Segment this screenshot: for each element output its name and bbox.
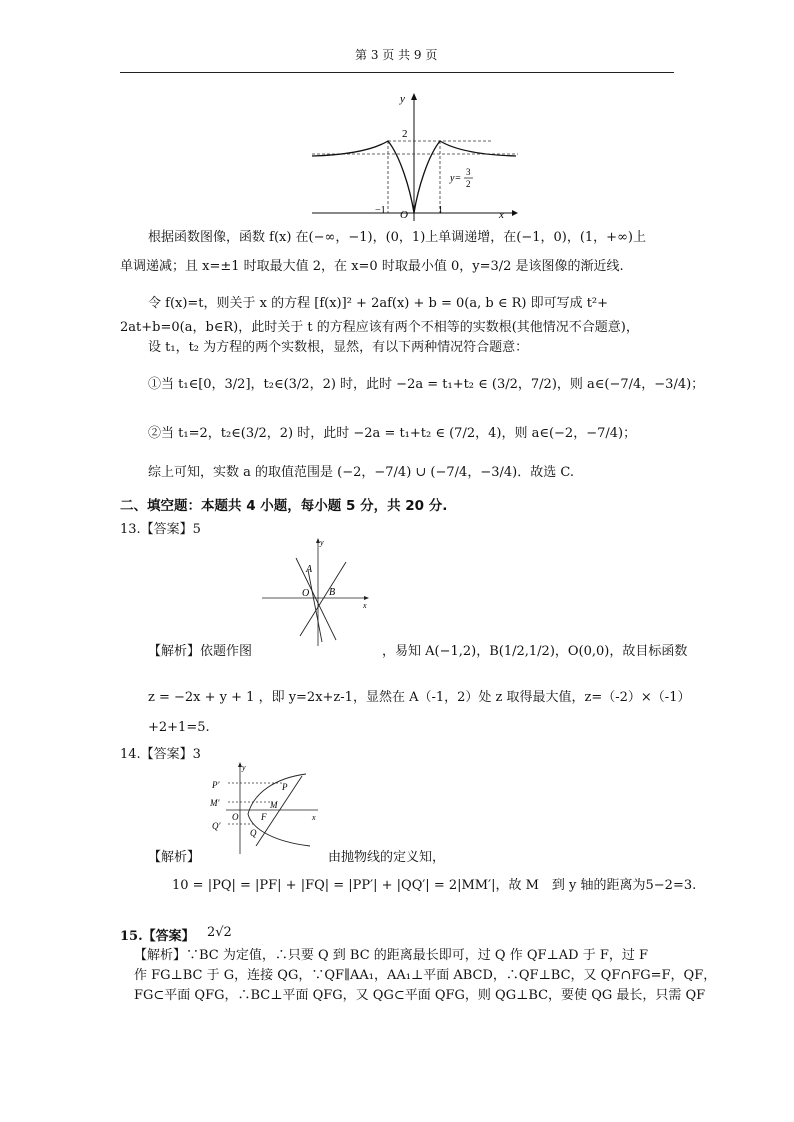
q13-fig-y: y [320,538,324,547]
q14-fig-P1: P′ [212,780,220,790]
q14-formula: 10 = |PQ| = |PF| + |FQ| = |PP′| + |QQ′| = 2|MM′|，故 M 到 y 轴的距离为5−2=3. [172,878,697,893]
page-number-header: 第 3 页 共 9 页 [355,48,438,62]
q13-figure [262,536,372,648]
para2-line1: 令 f(x)=t，则关于 x 的方程 [f(x)]² + 2af(x) + b = 0(a, b ∈ R) 即可写成 t²+ [148,296,609,311]
fig1-tick-neg1: −1 [375,205,386,216]
section2-title: 二、填空题：本题共 4 小题，每小题 5 分，共 20 分. [120,498,448,514]
q14-figure [206,762,326,858]
q13-line3: +2+1=5. [148,720,210,735]
q14-fig-Q: Q [250,828,257,838]
fig1-origin-label: O [400,209,408,221]
q15-line3: FG⊂平面 QFG，∴BC⊥平面 QFG，又 QG⊂平面 QFG，则 QG⊥BC，要使 QG 最长，只需 QF [134,988,706,1003]
fig1-tick-2: 2 [402,128,408,140]
conclusion-line: 综上可知，实数 a 的取值范围是 (−2，−7/4) ∪ (−7/4，−3/4)．故选 C. [148,465,574,480]
case2-line: ②当 t₁=2，t₂∈(3/2，2) 时，此时 −2a = t₁+t₂ ∈ (7/2，4)，则 a∈(−2，−7/4)； [148,426,637,441]
q14-fig-y: y [242,763,246,772]
q14-answer: 14.【答案】3 [120,747,201,762]
q15-answer-label: 15.【答案】 [120,929,195,944]
q14-fig-P: P [282,782,288,792]
q13-analysis-lead: 【解析】依题作图 [148,644,253,659]
q13-analysis-tail: ，易知 A(−1,2)，B(1/2,1/2)，O(0,0)，故目标函数 [382,644,688,659]
q14-fig-O: O [232,812,239,822]
q15-line2: 作 FG⊥BC 于 G，连接 QG，∵QF∥AA₁，AA₁⊥平面 ABCD，∴QF⊥BC，又 QF∩FG=F，QF， [134,968,717,983]
para1-line2: 单调递减；且 x=±1 时取最大值 2，在 x=0 时取最小值 0，y=3/2 是该图像的渐近线. [120,259,624,274]
fig1-asymptote-den: 2 [466,179,471,189]
q13-fig-B: B [329,587,336,598]
q14-fig-M: M [270,800,278,810]
q14-fig-F: F [261,812,267,822]
q14-analysis-lead: 【解析】 [148,850,201,865]
fig1-asymptote-label: y= [450,173,462,184]
q14-analysis-tail: 由抛物线的定义知， [328,850,446,865]
fig1-tick-1: 1 [438,205,443,216]
q14-fig-x: x [312,813,316,822]
fig1-x-label: x [499,209,504,221]
case1-line: ①当 t₁∈[0，3/2]，t₂∈(3/2，2) 时，此时 −2a = t₁+t₂ ∈ (3/2，7/2)，则 a∈(−7/4，−3/4)； [148,377,705,392]
q13-fig-A: A [306,564,313,575]
header-rule [120,72,674,73]
q13-fig-O: O [302,588,310,599]
q15-answer-value: 2√2 [207,925,232,940]
q13-line2: z = −2x + y + 1 ，即 y=2x+z-1，显然在 A（-1，2）处 z 取得最大值，z=（-2）×（-1） [148,690,691,705]
figure1-graph [308,88,528,223]
para2-line3: 设 t₁，t₂ 为方程的两个实数根，显然，有以下两种情况符合题意： [148,340,529,355]
q13-answer: 13.【答案】5 [120,522,201,537]
fig1-y-label: y [400,93,405,105]
q14-fig-M1: M′ [210,798,220,808]
fig1-asymptote-num: 3 [466,167,471,177]
q13-fig-x: x [363,601,367,610]
para2-line2: 2at+b=0(a，b∈R)，此时关于 t 的方程应该有两个不相等的实数根(其他情况不合题意)， [120,320,639,335]
q15-line1: 【解析】∵BC 为定值，∴只要 Q 到 BC 的距离最长即可，过 Q 作 QF⊥AD 于 F，过 F [134,948,649,963]
para1-line1: 根据函数图像，函数 f(x) 在(−∞，−1)，(0，1)上单调递增，在(−1，0)，(1，+∞)上 [148,230,646,245]
q14-fig-Q1: Q′ [212,821,221,831]
